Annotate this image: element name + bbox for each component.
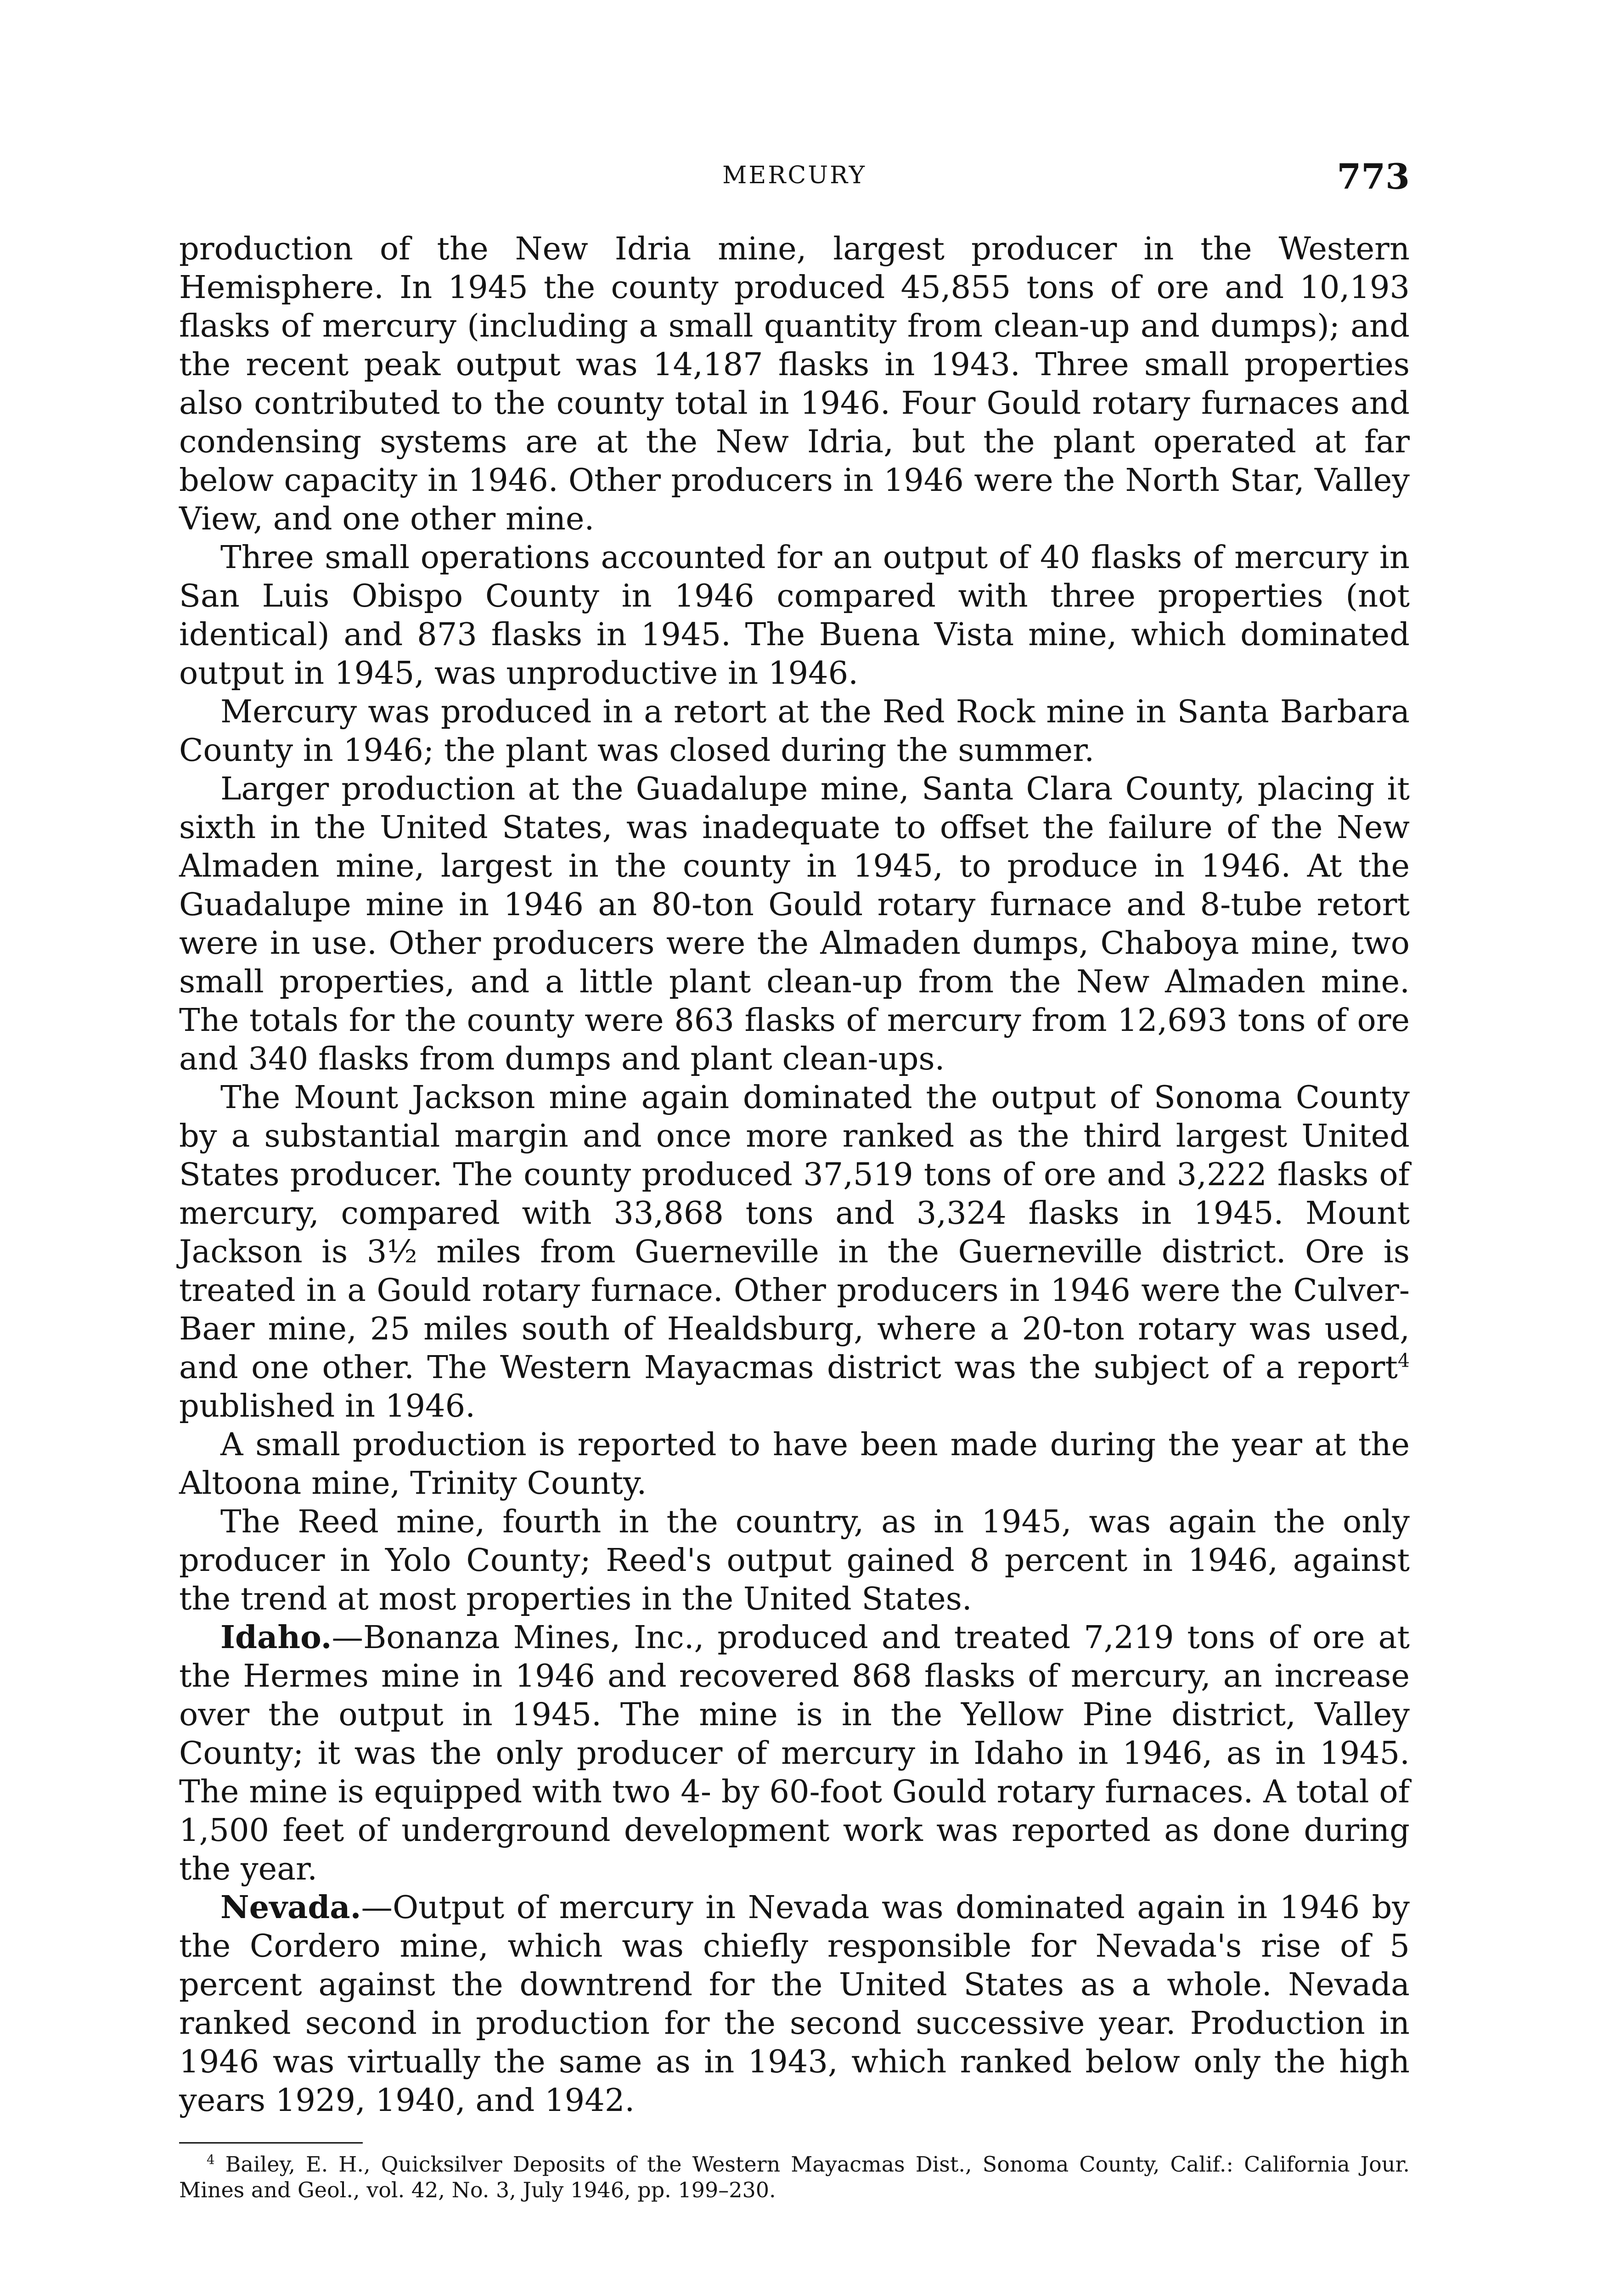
running-head <box>179 156 1410 197</box>
footnote-text: Bailey, E. H., Quicksilver Deposits of the Western Mayacmas Dist., Sonoma County, Calif.: California Jour. Mines and Geol., vol. 42, No. 3, July 1946, pp. 199–230. <box>179 2152 1410 2202</box>
footnote <box>179 2151 1410 2203</box>
page-number: 773 <box>1337 156 1410 197</box>
paragraph-santa-barbara: Mercury was produced in a retort at the Red Rock mine in Santa Barbara County in 1946; the plant was closed during the summer. <box>179 693 1410 769</box>
paragraph-idaho <box>179 1618 1410 1888</box>
paragraph-new-idria: production of the New Idria mine, largest producer in the Western Hemisphere. In 1945 the county produced 45,855 tons of ore and 10,193 flasks of mercury (including a small quantity from clean-up and dumps); and the recent peak output was 14,187 flasks in 1943. Three small properties also contributed to the county total in 1946. Four Gould rotary furnaces and condensing systems are at the New Idria, but the plant operated at far below capacity in 1946. Other producers in 1946 were the North Star, Valley View, and one other mine. <box>179 231 1410 537</box>
paragraph-santa-clara: Larger production at the Guadalupe mine, Santa Clara County, placing it sixth in the United States, was inadequate to offset the failure of the New Almaden mine, largest in the county in 1945, to produce in 1946. At the Guadalupe mine in 1946 an 80-ton Gould rotary furnace and 8-tube retort were in use. Other producers were the Almaden dumps, Chaboya mine, two small properties, and a little plant clean-up from the New Almaden mine. The totals for the county were 863 flasks of mercury from 12,693 tons of ore and 340 flasks from dumps and plant clean-ups. <box>179 771 1410 1077</box>
footnote-reference[interactable]: 4 <box>1397 1350 1410 1372</box>
paragraph-sonoma <box>179 1078 1410 1425</box>
nevada-text: —Output of mercury in Nevada was dominated again in 1946 by the Cordero mine, which was chiefly responsible for Nevada's rise of 5 percent against the downtrend for the United States as a whole. Nevada ranked second in production for the second successive year. Production in 1946 was virtually the same as in 1943, which ranked below only the high years 1929, 1940, and 1942. <box>179 1889 1410 2119</box>
paragraph-san-luis-obispo: Three small operations accounted for an output of 40 flasks of mercury in San Luis Obispo County in 1946 compared with three properties (not identical) and 873 flasks in 1945. The Buena Vista mine, which dominated output in 1945, was unproductive in 1946. <box>179 539 1410 692</box>
paragraph-yolo: The Reed mine, fourth in the country, as in 1945, was again the only producer in Yolo County; Reed's output gained 8 percent in 1946, against the trend at most properties in the United States. <box>179 1503 1410 1617</box>
sonoma-text: The Mount Jackson mine again dominated the output of Sonoma County by a substantial margin and once more ranked as the third largest United States producer. The county produced 37,519 tons of ore and 3,222 flasks of mercury, compared with 33,868 tons and 3,324 flasks in 1945. Mount Jackson is 3½ miles from Guerneville in the Guerneville district. Ore is treated in a Gould rotary furnace. Other producers in 1946 were the Culver-Baer mine, 25 miles south of Healdsburg, where a 20-ton rotary was used, and one other. The Western Mayacmas district was the subject of a report <box>179 1079 1410 1386</box>
body-text <box>179 230 1410 2120</box>
paragraph-nevada <box>179 1888 1410 2120</box>
nevada-heading: Nevada. <box>220 1889 361 1926</box>
footnote-mark: 4 <box>207 2152 215 2167</box>
paragraph-trinity: A small production is reported to have been made during the year at the Altoona mine, Trinity County. <box>179 1426 1410 1502</box>
footnote-divider <box>179 2142 363 2144</box>
running-title: MERCURY <box>722 162 866 189</box>
sonoma-text-tail: published in 1946. <box>179 1388 475 1424</box>
idaho-text: —Bonanza Mines, Inc., produced and treated 7,219 tons of ore at the Hermes mine in 1946 and recovered 868 flasks of mercury, an increase over the output in 1945. The mine is in the Yellow Pine district, Valley County; it was the only producer of mercury in Idaho in 1946, as in 1945. The mine is equipped with two 4- by 60-foot Gould rotary furnaces. A total of 1,500 feet of underground development work was reported as done during the year. <box>179 1619 1410 1887</box>
idaho-heading: Idaho. <box>220 1619 332 1656</box>
